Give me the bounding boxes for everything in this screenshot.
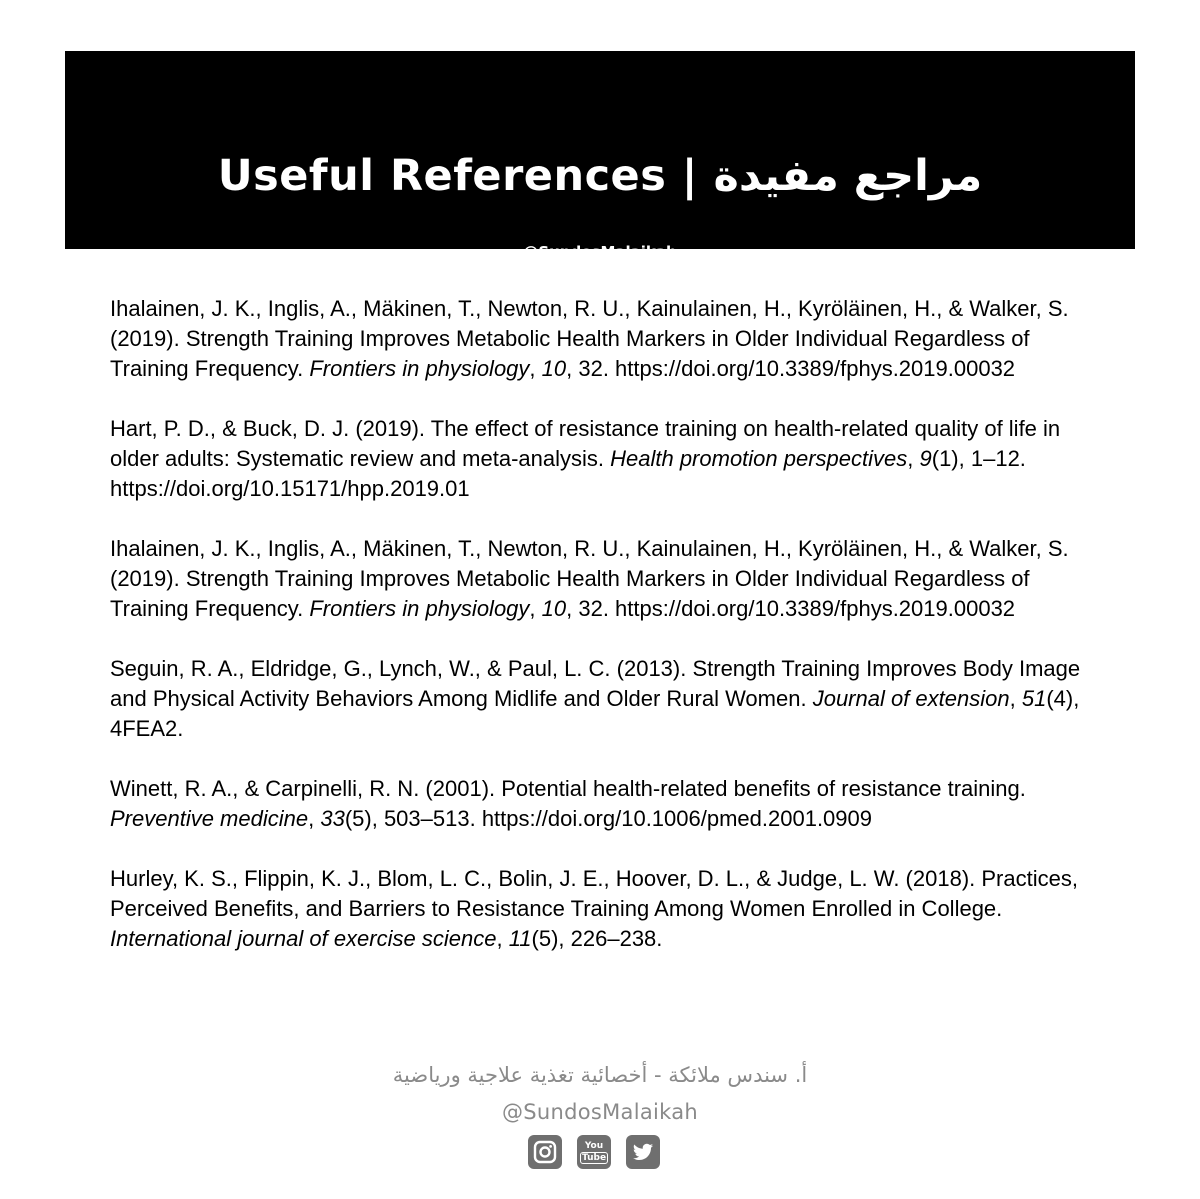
- youtube-icon[interactable]: [577, 1135, 611, 1169]
- reference-journal: Frontiers in physiology: [309, 596, 530, 621]
- reference-sep: ,: [496, 926, 509, 951]
- reference-sep: ,: [308, 806, 321, 831]
- reference-journal: Health promotion perspectives: [610, 446, 908, 471]
- header-handle: @SundosMalaikah: [523, 243, 677, 261]
- reference-text: Ihalainen, J. K., Inglis, A., Mäkinen, T., Newton, R. U., Kainulainen, H., Kyröläinen, H., & Walker, S. (2019). Strength Training Improves Metabolic Health Markers in Older Individual Regardless of Training Frequency.: [110, 536, 1069, 621]
- reference-sep: ,: [529, 596, 542, 621]
- reference-text: Winett, R. A., & Carpinelli, R. N. (2001). Potential health-related benefits of resistance training.: [110, 776, 1026, 801]
- reference-volume: 51: [1021, 686, 1047, 711]
- reference-volume: 10: [541, 356, 567, 381]
- reference-item: [110, 654, 1100, 744]
- reference-tail: (4), 4FEA2.: [110, 686, 1080, 741]
- footer-handle: @SundosMalaikah: [501, 1100, 699, 1124]
- reference-volume: 9: [919, 446, 932, 471]
- reference-item: [110, 774, 1100, 834]
- social-links: [528, 1135, 660, 1169]
- reference-journal: Preventive medicine: [110, 806, 309, 831]
- reference-sep: ,: [907, 446, 920, 471]
- page-title: Useful References | مراجع مفيدة: [217, 151, 983, 201]
- reference-item: [110, 414, 1100, 504]
- reference-volume: 10: [541, 596, 567, 621]
- youtube-text-top: You: [584, 1140, 604, 1151]
- reference-sep: ,: [529, 356, 542, 381]
- reference-journal: Journal of extension: [812, 686, 1010, 711]
- reference-tail: (5), 503–513. https://doi.org/10.1006/pmed.2001.0909: [344, 806, 873, 831]
- author-credit: أ. سندس ملائكة - أخصائية تغذية علاجية ورياضية: [392, 1063, 808, 1087]
- reference-text: Hart, P. D., & Buck, D. J. (2019). The effect of resistance training on health-related quality of life in older adults: Systematic review and meta-analysis.: [110, 416, 1061, 471]
- youtube-text-bottom: Tube: [581, 1152, 607, 1163]
- reference-list: [110, 294, 1100, 984]
- reference-text: Seguin, R. A., Eldridge, G., Lynch, W., & Paul, L. C. (2013). Strength Training Improves Body Image and Physical Activity Behaviors Among Midlife and Older Rural Women.: [110, 656, 1081, 711]
- twitter-icon[interactable]: [626, 1135, 660, 1169]
- reference-text: Hurley, K. S., Flippin, K. J., Blom, L. C., Bolin, J. E., Hoover, D. L., & Judge, L. W. (2018). Practices, Perceived Benefits, and Barriers to Resistance Training Among Women Enrolled in College.: [110, 866, 1078, 921]
- reference-journal: Frontiers in physiology: [309, 356, 530, 381]
- reference-sep: ,: [1009, 686, 1022, 711]
- reference-item: [110, 534, 1100, 624]
- reference-journal: International journal of exercise science: [110, 926, 497, 951]
- reference-item: [110, 864, 1100, 954]
- reference-volume: 33: [320, 806, 345, 831]
- reference-tail: (1), 1–12. https://doi.org/10.15171/hpp.2019.01: [110, 446, 1026, 501]
- reference-text: Ihalainen, J. K., Inglis, A., Mäkinen, T., Newton, R. U., Kainulainen, H., Kyröläinen, H., & Walker, S. (2019). Strength Training Improves Metabolic Health Markers in Older Individual Regardless of Training Frequency.: [110, 296, 1069, 381]
- instagram-icon[interactable]: [528, 1135, 562, 1169]
- reference-tail: (5), 226–238.: [531, 926, 663, 951]
- reference-tail: , 32. https://doi.org/10.3389/fphys.2019.00032: [566, 356, 1016, 381]
- reference-tail: , 32. https://doi.org/10.3389/fphys.2019.00032: [566, 596, 1016, 621]
- title-banner: [65, 51, 1135, 261]
- reference-volume: 11: [508, 926, 532, 951]
- reference-item: [110, 294, 1100, 384]
